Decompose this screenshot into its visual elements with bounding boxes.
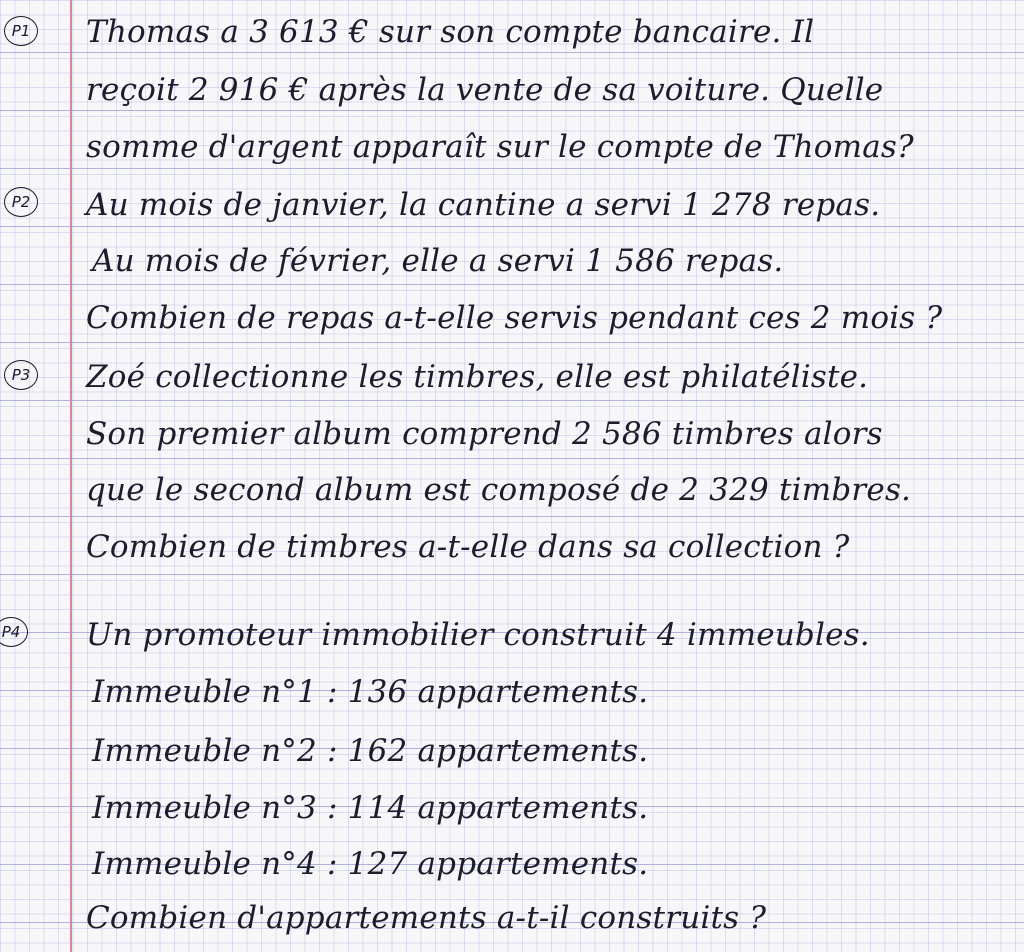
problem-text-line: Combien de timbres a-t-elle dans sa collection ? xyxy=(86,529,850,565)
problem-text-line: Thomas a 3 613 € sur son compte bancaire. Il xyxy=(86,14,815,50)
problem-text-line: Un promoteur immobilier construit 4 immeubles. xyxy=(86,617,870,653)
problem-label: P2 xyxy=(4,187,38,217)
problem-text-line: Au mois de janvier, la cantine a servi 1 278 repas. xyxy=(86,187,881,223)
problem-text-line: reçoit 2 916 € après la vente de sa voiture. Quelle xyxy=(86,72,884,108)
problem-label: P3 xyxy=(4,360,38,390)
problem-text-line: Immeuble n°2 : 162 appartements. xyxy=(92,733,649,769)
problem-text-line: Zoé collectionne les timbres, elle est philatéliste. xyxy=(86,359,869,395)
margin-line xyxy=(70,0,72,952)
problem-text-line: Immeuble n°4 : 127 appartements. xyxy=(92,846,649,882)
problem-text-line: Au mois de février, elle a servi 1 586 repas. xyxy=(92,243,784,279)
problem-text-line: somme d'argent apparaît sur le compte de Thomas? xyxy=(86,129,914,165)
problem-text-line: Combien d'appartements a-t-il construits ? xyxy=(86,900,767,936)
problem-text-line: que le second album est composé de 2 329 timbres. xyxy=(86,472,912,508)
problem-text-line: Immeuble n°3 : 114 appartements. xyxy=(92,790,649,826)
problem-text-line: Combien de repas a-t-elle servis pendant ces 2 mois ? xyxy=(86,300,943,336)
problem-label: P4 xyxy=(0,617,28,647)
problem-text-line: Immeuble n°1 : 136 appartements. xyxy=(92,674,649,710)
problem-text-line: Son premier album comprend 2 586 timbres alors xyxy=(86,416,883,452)
problem-label: P1 xyxy=(4,16,38,46)
